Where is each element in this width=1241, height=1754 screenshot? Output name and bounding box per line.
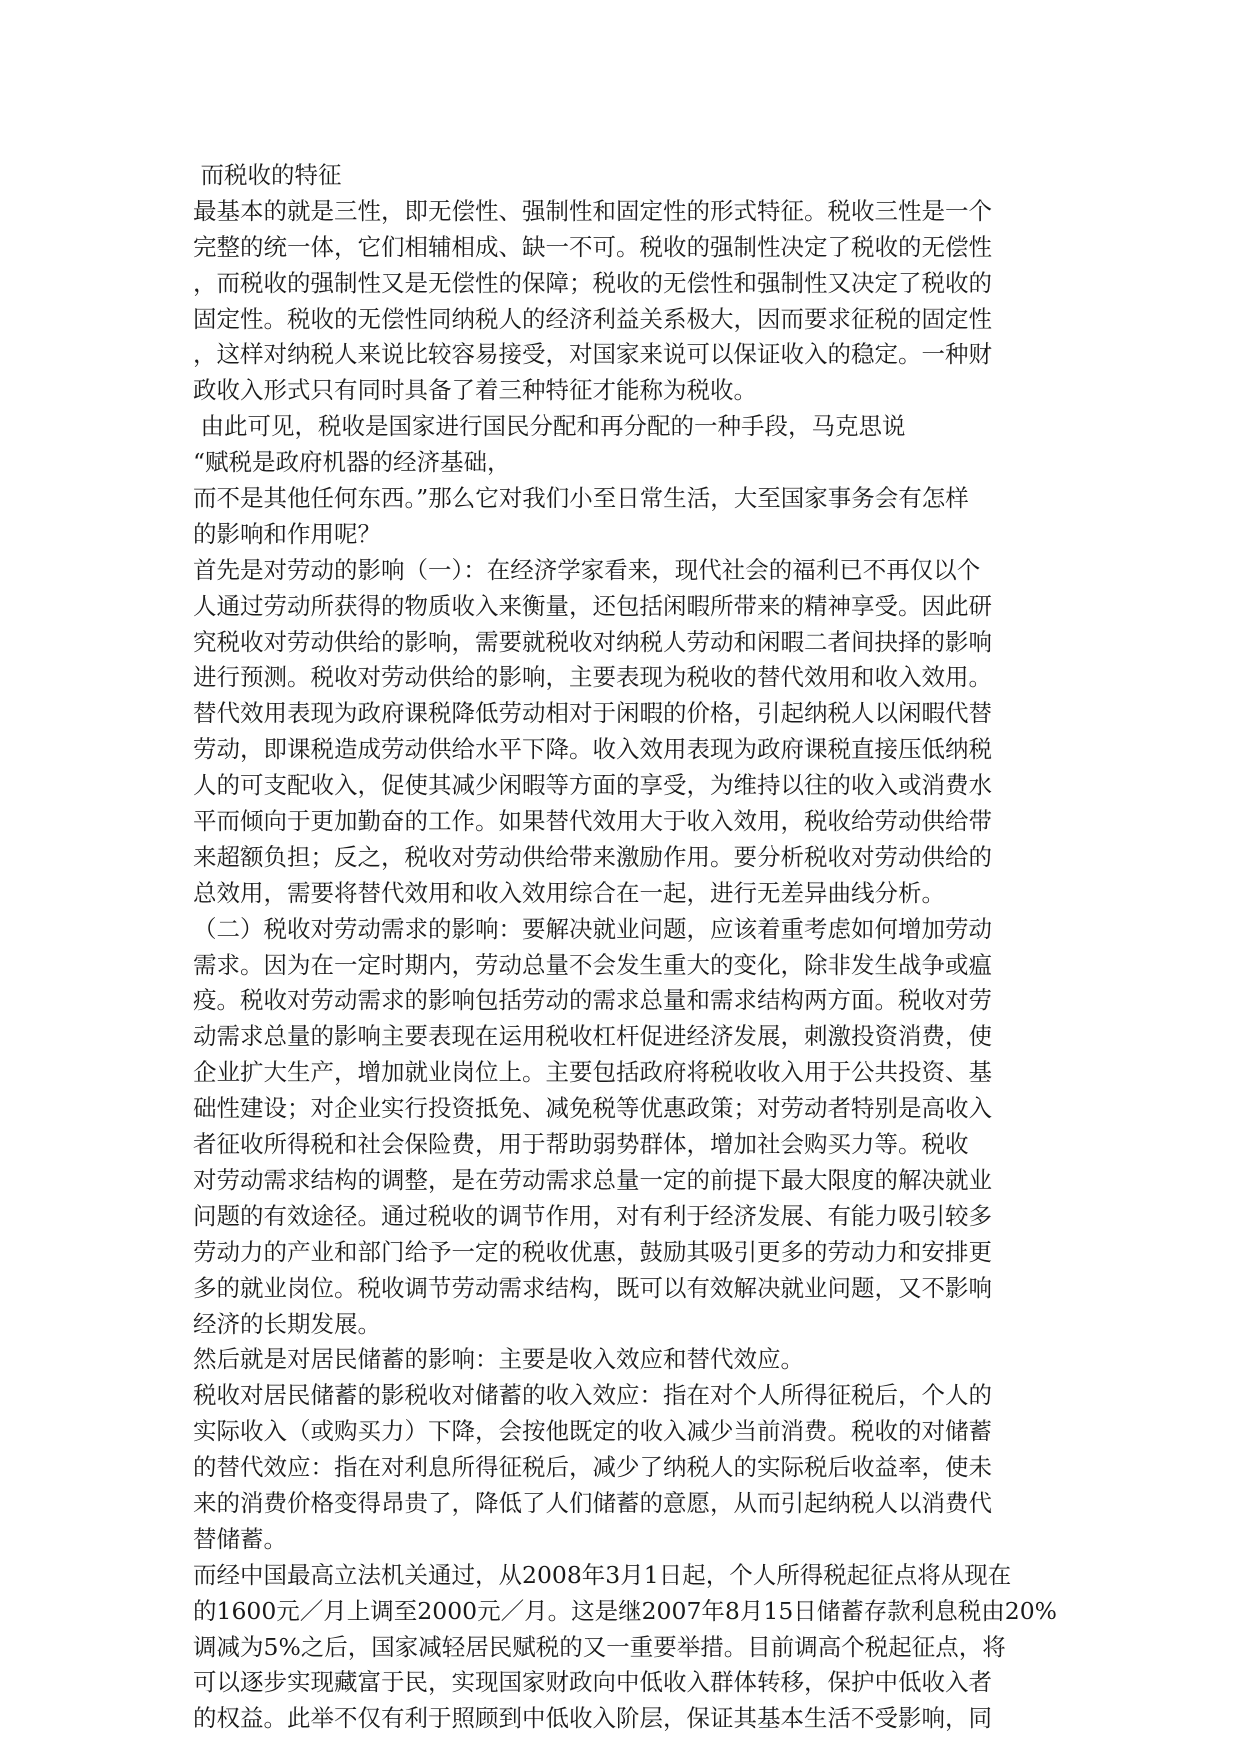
text-line: 进行预测。税收对劳动供给的影响，主要表现为税收的替代效用和收入效用。 bbox=[193, 663, 992, 692]
text-line: 替代效用表现为政府课税降低劳动相对于闲暇的价格，引起纳税人以闲暇代替 bbox=[193, 699, 992, 728]
text-line: 的1600元／月上调至2000元／月。这是继2007年8月15日储蓄存款利息税由20% bbox=[193, 1596, 1058, 1625]
text-line: 的影响和作用呢？ bbox=[193, 519, 381, 548]
text-line: 经济的长期发展。 bbox=[193, 1309, 381, 1338]
text-line: 可以逐步实现藏富于民，实现国家财政向中低收入群体转移，保护中低收入者 bbox=[193, 1668, 992, 1697]
text-line: 由此可见，税收是国家进行国民分配和再分配的一种手段，马克思说 bbox=[193, 412, 906, 441]
text-line: 实际收入（或购买力）下降，会按他既定的收入减少当前消费。税收的对储蓄 bbox=[193, 1417, 992, 1446]
text-line: 人通过劳动所获得的物质收入来衡量，还包括闲暇所带来的精神享受。因此研 bbox=[193, 591, 992, 620]
text-line: 多的就业岗位。税收调节劳动需求结构，既可以有效解决就业问题，又不影响 bbox=[193, 1273, 992, 1302]
text-line: 需求。因为在一定时期内，劳动总量不会发生重大的变化，除非发生战争或瘟 bbox=[193, 950, 992, 979]
text-line: 者征收所得税和社会保险费，用于帮助弱势群体，增加社会购买力等。税收 bbox=[193, 1130, 969, 1159]
text-line: 政收入形式只有同时具备了着三种特征才能称为税收。 bbox=[193, 376, 757, 405]
text-line: 税收对居民储蓄的影税收对储蓄的收入效应：指在对个人所得征税后，个人的 bbox=[193, 1381, 992, 1410]
text-line: 而经中国最高立法机关通过，从2008年3月1日起，个人所得税起征点将从现在 bbox=[193, 1560, 1012, 1589]
text-line: 来超额负担；反之，税收对劳动供给带来激励作用。要分析税收对劳动供给的 bbox=[193, 842, 992, 871]
text-line: 究税收对劳动供给的影响，需要就税收对纳税人劳动和闲暇二者间抉择的影响 bbox=[193, 627, 992, 656]
text-line: 问题的有效途径。通过税收的调节作用，对有利于经济发展、有能力吸引较多 bbox=[193, 1201, 992, 1230]
text-line: 调减为5%之后，国家减轻居民赋税的又一重要举措。目前调高个税起征点，将 bbox=[193, 1632, 1006, 1661]
text-line: 完整的统一体，它们相辅相成、缺一不可。税收的强制性决定了税收的无偿性 bbox=[193, 232, 992, 261]
text-line: 然后就是对居民储蓄的影响：主要是收入效应和替代效应。 bbox=[193, 1345, 804, 1374]
text-line: ，而税收的强制性又是无偿性的保障；税收的无偿性和强制性又决定了税收的 bbox=[193, 268, 992, 297]
document-body bbox=[193, 158, 1058, 1737]
text-line: 而税收的特征 bbox=[193, 161, 342, 189]
text-line: 础性建设；对企业实行投资抵免、减免税等优惠政策；对劳动者特别是高收入 bbox=[193, 1094, 992, 1123]
text-line: 企业扩大生产，增加就业岗位上。主要包括政府将税收收入用于公共投资、基 bbox=[193, 1058, 992, 1087]
text-line: 疫。税收对劳动需求的影响包括劳动的需求总量和需求结构两方面。税收对劳 bbox=[193, 986, 992, 1015]
text-line: 平而倾向于更加勤奋的工作。如果替代效用大于收入效用，税收给劳动供给带 bbox=[193, 807, 992, 836]
text-line: 劳动，即课税造成劳动供给水平下降。收入效用表现为政府课税直接压低纳税 bbox=[193, 735, 992, 764]
text-line: 的权益。此举不仅有利于照顾到中低收入阶层，保证其基本生活不受影响，同 bbox=[193, 1704, 992, 1733]
text-line: 的替代效应：指在对利息所得征税后，减少了纳税人的实际税后收益率，使未 bbox=[193, 1453, 992, 1482]
text-line: 劳动力的产业和部门给予一定的税收优惠，鼓励其吸引更多的劳动力和安排更 bbox=[193, 1237, 992, 1266]
text-line: 首先是对劳动的影响（一）：在经济学家看来，现代社会的福利已不再仅以个 bbox=[193, 555, 981, 584]
text-line: “赋税是政府机器的经济基础， bbox=[193, 448, 511, 477]
text-line: 替储蓄。 bbox=[193, 1524, 287, 1553]
text-line: ，这样对纳税人来说比较容易接受，对国家来说可以保证收入的稳定。一种财 bbox=[193, 340, 992, 369]
text-line: 固定性。税收的无偿性同纳税人的经济利益关系极大，因而要求征税的固定性 bbox=[193, 304, 992, 333]
text-line: 对劳动需求结构的调整，是在劳动需求总量一定的前提下最大限度的解决就业 bbox=[193, 1165, 992, 1194]
text-line: 而不是其他任何东西。”那么它对我们小至日常生活，大至国家事务会有怎样 bbox=[193, 484, 969, 513]
text-line: 最基本的就是三性，即无偿性、强制性和固定性的形式特征。税收三性是一个 bbox=[193, 196, 992, 225]
text-line: 动需求总量的影响主要表现在运用税收杠杆促进经济发展，刺激投资消费，使 bbox=[193, 1022, 992, 1051]
text-line: （二）税收对劳动需求的影响：要解决就业问题，应该着重考虑如何增加劳动 bbox=[193, 914, 992, 943]
text-line: 来的消费价格变得昂贵了，降低了人们储蓄的意愿，从而引起纳税人以消费代 bbox=[193, 1488, 992, 1517]
text-line: 总效用，需要将替代效用和收入效用综合在一起，进行无差异曲线分析。 bbox=[193, 878, 945, 907]
text-line: 人的可支配收入，促使其减少闲暇等方面的享受，为维持以往的收入或消费水 bbox=[193, 771, 992, 800]
